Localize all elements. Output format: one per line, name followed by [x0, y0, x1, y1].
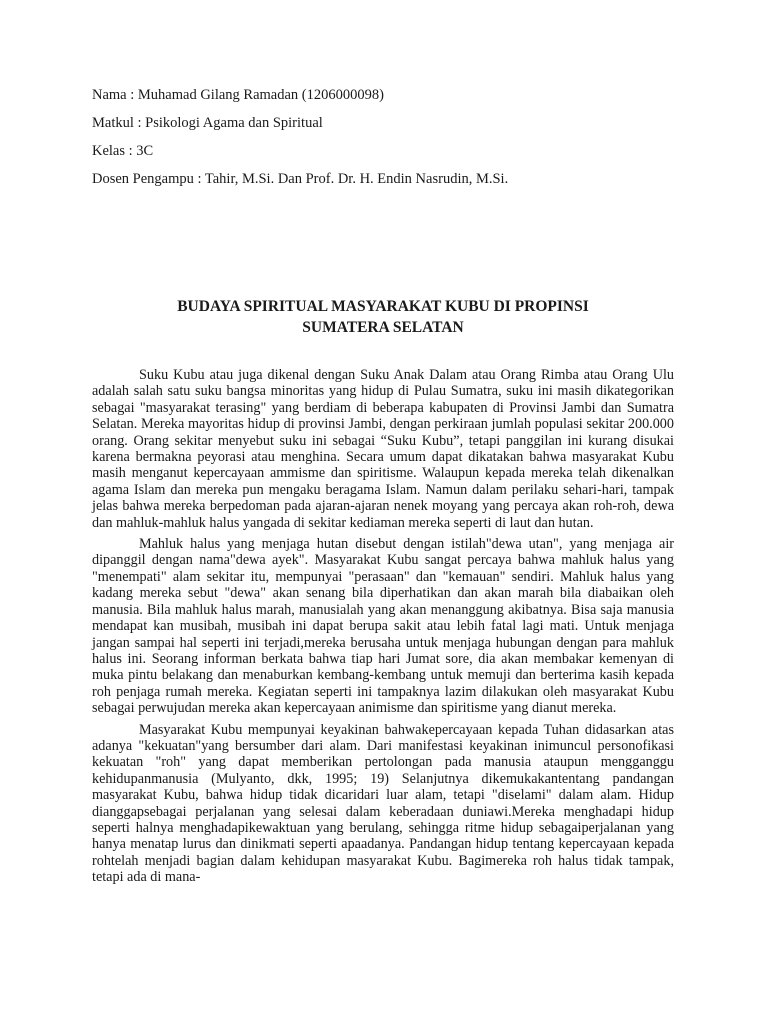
lecturer-names: Dosen Pengampu : Tahir, M.Si. Dan Prof. Dr. H. Endin Nasrudin, M.Si.: [92, 171, 509, 187]
class-name: Kelas : 3C: [92, 143, 154, 159]
document-title: [92, 296, 674, 338]
title-line-2: SUMATERA SELATAN: [302, 319, 464, 336]
paragraph-2: Mahluk halus yang menjaga hutan disebut dengan istilah"dewa utan", yang menjaga air dipanggil dengan nama"dewa ayek". Masyarakat Kubu sangat percaya bahwa mahluk halus yang "menempati" alam sekitar itu, mempunyai "perasaan" dan "kemauan" sendiri. Mahluk halus yang kadang mereka sebut "dewa" akan senang bila diperhatikan dan akan marah bila diabaikan oleh manusia. Bila mahluk halus marah, manusialah yang akan menanggung akibatnya. Bisa saja manusia mendapat kan musibah, musibah ini dapat berupa sakit atau lebih fatal lagi mati. Untuk menjaga jangan sampai hal seperti ini terjadi,mereka berusaha untuk menjaga hubungan dengan para mahluk halus ini. Seorang informan berkata bahwa tiap hari Jumat sore, dia akan membakar kemenyan di muka pintu belakang dan menaburkan kembang-kembang untuk memuji dan berterima kasih kepada roh penjaga rumah mereka. Kegiatan seperti ini tampaknya lazim dilakukan oleh masyarakat Kubu sebagai perwujudan mereka akan kepercayaan animisme dan spiritisme yang dianut mereka.: [92, 536, 674, 717]
student-info-header: [92, 86, 692, 198]
paragraph-3: Masyarakat Kubu mempunyai keyakinan bahwakepercayaan kepada Tuhan didasarkan atas adanya "kekuatan"yang bersumber dari alam. Dari manifestasi keyakinan inimuncul personofikasi kekuatan "roh" yang dapat memberikan pertolongan pada manusia ataupun mengganggu kehidupanmanusia (Mulyanto, dkk, 1995; 19) Selanjutnya dikemukakantentang pandangan masyarakat Kubu, bahwa hidup tidak dicaridari luar alam, tetapi "diselami" dalam alam. Hidup dianggapsebagai perjalanan yang selesai dalam keberadaan duniawi.Mereka menghadapi hidup seperti halnya menghadapikewaktuan yang berulang, sehingga ritme hidup sebagaiperjalanan yang hanya menatap lurus dan dinikmati seperti apaadanya. Pandangan hidup tentang kepercayaan kepada rohtelah menjadi bagian dalam kehidupan masyarakat Kubu. Bagimereka roh halus tidak tampak, tetapi ada di mana-: [92, 721, 674, 886]
student-name: Nama : Muhamad Gilang Ramadan (1206000098): [92, 87, 384, 103]
paragraph-1: Suku Kubu atau juga dikenal dengan Suku Anak Dalam atau Orang Rimba atau Orang Ulu adalah salah satu suku bangsa minoritas yang hidup di Pulau Sumatra, suku ini masih dikategorikan sebagai "masyarakat terasing" yang berdiam di beberapa kabupaten di Provinsi Jambi dan Sumatra Selatan. Mereka mayoritas hidup di provinsi Jambi, dengan perkiraan jumlah populasi sekitar 200.000 orang. Orang sekitar menyebut suku ini sebagai “Suku Kubu”, tetapi panggilan ini kurang disukai karena bermakna peyorasi atau menghina. Secara umum dapat dikatakan bahwa masyarakat Kubu masih menganut kepercayaan ammisme dan spiritisme. Walaupun kepada mereka telah dikenalkan agama Islam dan mereka pun mengaku beragama Islam. Namun dalam perilaku sehari-hari, tampak jelas bahwa mereka berpedoman pada ajaran-ajaran nenek moyang yang percaya akan roh-roh, dewa dan mahluk-mahluk halus yangada di sekitar kediaman mereka seperti di laut dan hutan.: [92, 367, 674, 531]
title-line-1: BUDAYA SPIRITUAL MASYARAKAT KUBU DI PROPINSI: [177, 298, 589, 315]
course-name: Matkul : Psikologi Agama dan Spiritual: [92, 115, 323, 131]
document-body: [92, 367, 674, 891]
